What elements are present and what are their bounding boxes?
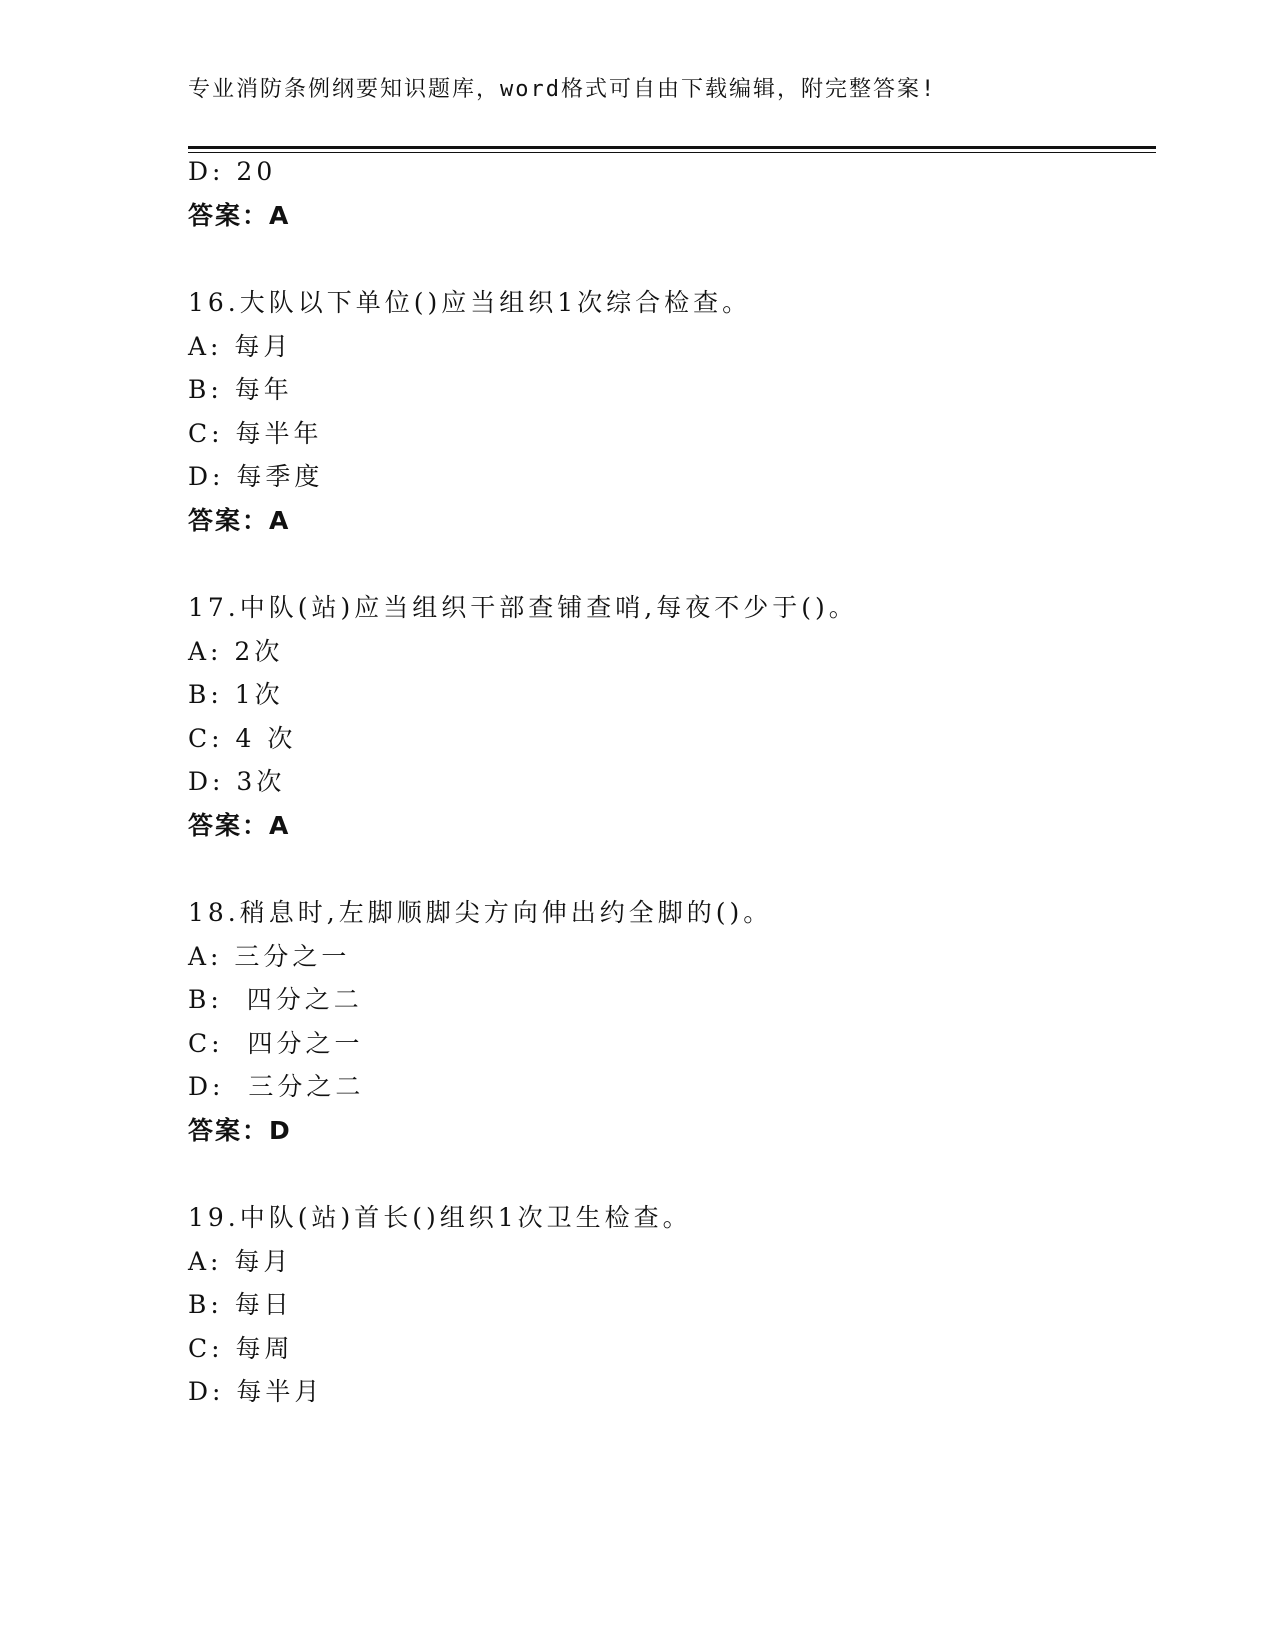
question-19-option-b: B: 每日 (188, 1290, 293, 1319)
question-18-option-b: B: 四分之二 (188, 985, 363, 1014)
question-16-option-c: C: 每半年 (188, 419, 323, 448)
question-18-answer: 答案：D (188, 1116, 292, 1145)
question-16-option-b: B: 每年 (188, 375, 293, 404)
question-17-answer: 答案：A (188, 811, 291, 840)
question-17-option-d: D: 3次 (188, 767, 286, 796)
question-17-option-b: B: 1次 (188, 680, 284, 709)
question-19-option-a: A: 每月 (188, 1247, 293, 1276)
prev-option-d: D: 20 (188, 157, 277, 186)
question-17-option-c: C: 4 次 (188, 724, 297, 753)
question-18-option-c: C: 四分之一 (188, 1029, 364, 1058)
question-19-stem: 19.中队(站)首长()组织1次卫生检查。 (188, 1203, 692, 1232)
question-19-option-d: D: 每半月 (188, 1377, 324, 1406)
header-rule-thick (188, 146, 1156, 149)
question-17-stem: 17.中队(站)应当组织干部查铺查哨,每夜不少于()。 (188, 593, 858, 622)
question-18-option-d: D: 三分之二 (188, 1072, 365, 1101)
header-rule-thin (188, 152, 1156, 153)
question-16-stem: 16.大队以下单位()应当组织1次综合检查。 (188, 288, 752, 317)
question-18-stem: 18.稍息时,左脚顺脚尖方向伸出约全脚的()。 (188, 898, 773, 927)
prev-answer: 答案：A (188, 201, 291, 230)
question-17-option-a: A: 2次 (188, 637, 284, 666)
question-16-option-a: A: 每月 (188, 332, 293, 361)
question-18-option-a: A: 三分之一 (188, 942, 351, 971)
question-16-answer: 答案：A (188, 506, 291, 535)
question-16-option-d: D: 每季度 (188, 462, 324, 491)
question-19-option-c: C: 每周 (188, 1334, 294, 1363)
page-header: 专业消防条例纲要知识题库，word格式可自由下载编辑，附完整答案! (188, 77, 937, 102)
